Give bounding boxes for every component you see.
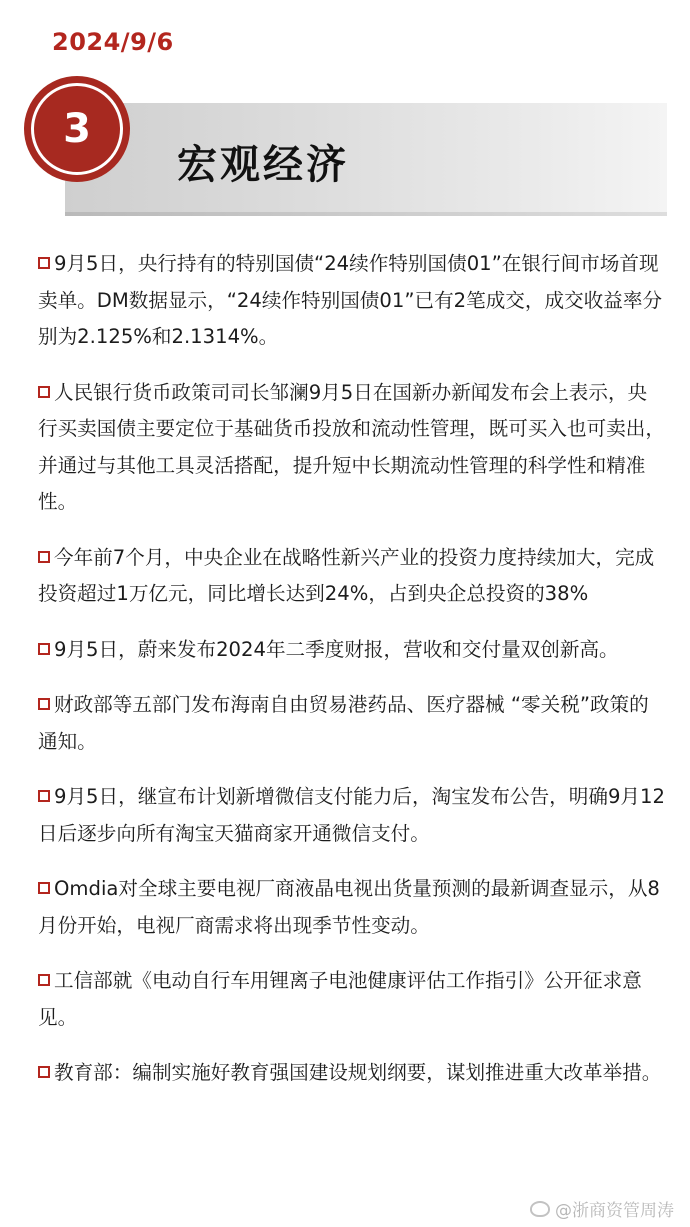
- square-bullet-icon: [38, 882, 50, 894]
- square-bullet-icon: [38, 257, 50, 269]
- news-text: 今年前7个月，中央企业在战略性新兴产业的投资力度持续加大，完成投资超过1万亿元，同比增长达到24%，占到央企总投资的38%: [38, 545, 655, 605]
- news-list: [38, 246, 666, 1111]
- news-item: [38, 375, 666, 521]
- weibo-icon: [530, 1201, 550, 1217]
- news-item: [38, 779, 666, 852]
- square-bullet-icon: [38, 1066, 50, 1078]
- watermark: [530, 1196, 674, 1221]
- report-date: 2024/9/6: [52, 28, 174, 56]
- watermark-text: @浙商资管周涛: [555, 1201, 674, 1221]
- square-bullet-icon: [38, 698, 50, 710]
- news-text: 9月5日，蔚来发布2024年二季度财报，营收和交付量双创新高。: [54, 637, 619, 661]
- news-item: [38, 1055, 666, 1092]
- square-bullet-icon: [38, 790, 50, 802]
- news-text: Omdia对全球主要电视厂商液晶电视出货量预测的最新调查显示，从8月份开始，电视厂商需求将出现季节性变动。: [38, 877, 660, 937]
- section-number-badge: [24, 76, 130, 182]
- square-bullet-icon: [38, 974, 50, 986]
- section-banner: [65, 103, 667, 216]
- news-text: 教育部：编制实施好教育强国建设规划纲要，谋划推进重大改革举措。: [54, 1061, 662, 1084]
- news-text: 9月5日，继宣布计划新增微信支付能力后，淘宝发布公告，明确9月12日后逐步向所有淘宝天猫商家开通微信支付。: [38, 785, 665, 845]
- news-item: [38, 963, 666, 1036]
- news-text: 9月5日，央行持有的特别国债“24续作特别国债01”在银行间市场首现卖单。DM数据显示，“24续作特别国债01”已有2笔成交，成交收益率分别为2.125%和2.1314%。: [38, 252, 663, 348]
- news-item: [38, 540, 666, 613]
- news-item: [38, 871, 666, 944]
- news-text: 人民银行货币政策司司长邹澜9月5日在国新办新闻发布会上表示，央行买卖国债主要定位于基础货币投放和流动性管理，既可买入也可卖出，并通过与其他工具灵活搭配，提升短中长期流动性管理的科学性和精准性。: [38, 380, 665, 513]
- square-bullet-icon: [38, 386, 50, 398]
- news-item: [38, 246, 666, 356]
- news-text: 财政部等五部门发布海南自由贸易港药品、医疗器械 “零关税”政策的通知。: [38, 693, 649, 753]
- news-item: [38, 632, 666, 669]
- section-title: 宏观经济: [177, 142, 349, 188]
- news-item: [38, 687, 666, 760]
- news-text: 工信部就《电动自行车用锂离子电池健康评估工作指引》公开征求意见。: [38, 969, 642, 1029]
- square-bullet-icon: [38, 643, 50, 655]
- square-bullet-icon: [38, 551, 50, 563]
- section-number: 3: [63, 106, 91, 152]
